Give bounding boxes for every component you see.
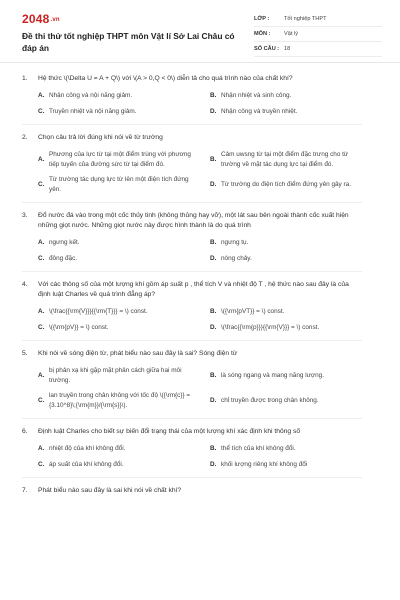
question-text: Hệ thức \(\Delta U = A + Q\) với \(A > 0,Q < 0\) diễn tả cho quá trình nào của chất khí? (38, 75, 293, 82)
option-letter: B. (210, 308, 217, 315)
option-letter: A. (38, 445, 45, 452)
answer-option[interactable] (38, 460, 210, 470)
option-text: nóng chảy. (221, 254, 252, 262)
question-number: 7. (22, 487, 28, 494)
logo-text: 2048 (22, 12, 50, 26)
question-text: Khi nói về sóng điện từ, phát biểu nào sau đây là sai? Sóng điện từ (38, 350, 238, 357)
answer-option[interactable] (210, 391, 382, 410)
option-text: thể tích của khí không đổi. (221, 445, 296, 452)
answer-option[interactable] (38, 323, 210, 333)
answer-option[interactable] (210, 238, 382, 248)
question-divider (22, 340, 362, 341)
option-text: Phương của lực từ tại một điểm trùng với phương tiếp tuyến của đường sức từ tại điểm đó. (49, 151, 191, 168)
option-text: Nhận công và truyền nhiệt. (221, 107, 298, 115)
question-number: 5. (22, 350, 28, 357)
question-divider (22, 271, 362, 272)
option-letter: D. (210, 396, 217, 404)
question-5 (22, 349, 362, 410)
answer-option[interactable] (38, 238, 210, 248)
question-divider (22, 124, 362, 125)
answer-option[interactable] (38, 107, 210, 117)
option-text: Nhận công và nội năng giảm. (49, 92, 133, 99)
question-number: 3. (22, 212, 28, 219)
answer-options (38, 366, 362, 410)
answer-option[interactable] (210, 307, 382, 317)
page-header (0, 0, 400, 63)
option-text: lan truyền trong chân không với tốc độ \({\rm{c}} = {3.10^8}\;{\rm{m}}/{\rm{s}}\). (49, 392, 191, 409)
question-text: Chọn câu trả lời đúng khi nói về từ trường (38, 134, 163, 141)
option-text: ngưng kết. (49, 239, 80, 246)
question-stem (22, 74, 362, 84)
option-letter: B. (210, 155, 217, 163)
question-2 (22, 133, 362, 194)
question-list (22, 74, 362, 504)
question-3 (22, 211, 362, 263)
answer-option[interactable] (38, 391, 210, 410)
option-text: \({\rm{pVT}} = \) const. (221, 308, 285, 315)
option-text: Từ trường tác dụng lực từ lên một điện tích đứng yên. (49, 176, 189, 193)
answer-option[interactable] (38, 175, 210, 194)
option-text: chỉ truyền được trong chân không. (221, 396, 319, 404)
answer-options (38, 150, 362, 194)
answer-option[interactable] (210, 460, 382, 470)
answer-option[interactable] (38, 366, 210, 385)
option-letter: A. (38, 371, 45, 379)
question-7 (22, 486, 362, 496)
option-text: Nhận nhiệt và sinh công. (221, 92, 292, 99)
info-row (254, 27, 382, 42)
info-label: LỚP : (254, 16, 270, 22)
site-logo[interactable] (22, 12, 60, 26)
answer-option[interactable] (38, 150, 210, 169)
exam-info-table (254, 12, 382, 57)
question-stem (22, 427, 362, 437)
question-stem (22, 133, 362, 143)
option-letter: B. (210, 371, 217, 379)
option-letter: A. (38, 308, 45, 315)
question-6 (22, 427, 362, 469)
question-number: 2. (22, 134, 28, 141)
answer-options (38, 91, 362, 116)
option-letter: D. (210, 323, 217, 331)
option-letter: B. (210, 445, 217, 452)
question-text: Định luật Charles cho biết sự biến đổi trạng thái của một lượng khí xác định khi thông số (38, 428, 301, 435)
answer-option[interactable] (38, 307, 210, 317)
question-number: 6. (22, 428, 28, 435)
question-number: 4. (22, 281, 28, 288)
option-letter: C. (38, 460, 45, 468)
question-text: Phát biểu nào sau đây là sai khi nói về chất khí? (38, 487, 182, 494)
option-letter: A. (38, 155, 45, 163)
answer-options (38, 307, 362, 332)
option-text: Cảm uwsng từ tại một điểm đặc trưng cho từ trường về mặt tác dụng lực tại điểm đó. (221, 151, 349, 168)
option-text: bị phản xạ khi gặp mặt phân cách giữa hai môi trường. (49, 367, 182, 384)
question-divider (22, 477, 362, 478)
option-text: là sóng ngang và mang năng lượng. (221, 371, 324, 379)
answer-option[interactable] (210, 91, 382, 101)
answer-option[interactable] (210, 107, 382, 117)
option-letter: C. (38, 180, 45, 188)
option-text: \(\frac{{\rm{p}}}{{\rm{V}}} = \) const. (221, 323, 320, 331)
info-label: MÔN : (254, 31, 271, 37)
question-stem (22, 486, 362, 496)
option-text: \(\frac{{\rm{V}}}{{\rm{T}}} = \) const. (49, 308, 148, 315)
question-text: Đổ nước đá vào trong một cốc thủy tinh (không thủng hay vỡ), một lát sau bên ngoài thành cốc xuất hiện những giọt nước. Những giọt nước này được hình thành là do quá trình (38, 212, 349, 229)
info-row (254, 12, 382, 27)
option-text: khối lượng riêng khí không đổi (221, 460, 308, 468)
question-divider (22, 418, 362, 419)
question-number: 1. (22, 75, 28, 82)
option-letter: D. (210, 180, 217, 188)
answer-option[interactable] (210, 444, 382, 454)
answer-option[interactable] (210, 323, 382, 333)
question-4 (22, 280, 362, 332)
option-text: áp suất của khí không đổi. (49, 460, 124, 468)
answer-option[interactable] (210, 175, 382, 194)
question-text: Với các thông số của một lượng khí gồm áp suất p , thể tích V và nhiệt độ T , hệ thức nào sau đây là của định luật Charles về quá trình đẳng áp? (38, 281, 349, 298)
question-1 (22, 74, 362, 116)
option-letter: C. (38, 254, 45, 262)
option-letter: C. (38, 323, 45, 331)
option-letter: D. (210, 107, 217, 115)
option-letter: C. (38, 396, 45, 404)
info-value: 18 (284, 46, 291, 52)
option-letter: A. (38, 92, 45, 99)
exam-title: Đề thi thử tốt nghiệp THPT môn Vật lí Sở Lai Châu có đáp án (22, 31, 235, 53)
option-text: nhiệt độ của khí không đổi. (49, 445, 126, 452)
option-text: Từ trường do điện tích điểm đứng yên gây ra. (221, 180, 351, 188)
option-text: Truyền nhiệt và nội năng giảm. (49, 107, 137, 115)
option-letter: C. (38, 107, 45, 115)
question-stem (22, 211, 362, 231)
option-letter: B. (210, 92, 217, 99)
option-letter: D. (210, 254, 217, 262)
answer-option[interactable] (210, 366, 382, 385)
question-stem (22, 280, 362, 300)
question-divider (22, 202, 362, 203)
option-text: đông đặc. (49, 254, 78, 262)
info-row (254, 42, 382, 57)
info-value: Tốt nghiệp THPT (284, 16, 327, 22)
question-stem (22, 349, 362, 359)
option-letter: B. (210, 239, 217, 246)
logo-suffix: .vn (50, 16, 60, 23)
answer-options (38, 238, 362, 263)
option-letter: A. (38, 239, 45, 246)
info-value: Vật lý (284, 31, 298, 37)
answer-options (38, 444, 362, 469)
answer-option[interactable] (210, 150, 382, 169)
answer-option[interactable] (38, 254, 210, 264)
option-text: ngưng tụ. (221, 239, 249, 246)
info-label: SỐ CÂU : (254, 46, 280, 52)
answer-option[interactable] (38, 444, 210, 454)
answer-option[interactable] (38, 91, 210, 101)
option-letter: D. (210, 460, 217, 468)
option-text: \({\rm{pV}} = \) const. (49, 323, 109, 331)
answer-option[interactable] (210, 254, 382, 264)
